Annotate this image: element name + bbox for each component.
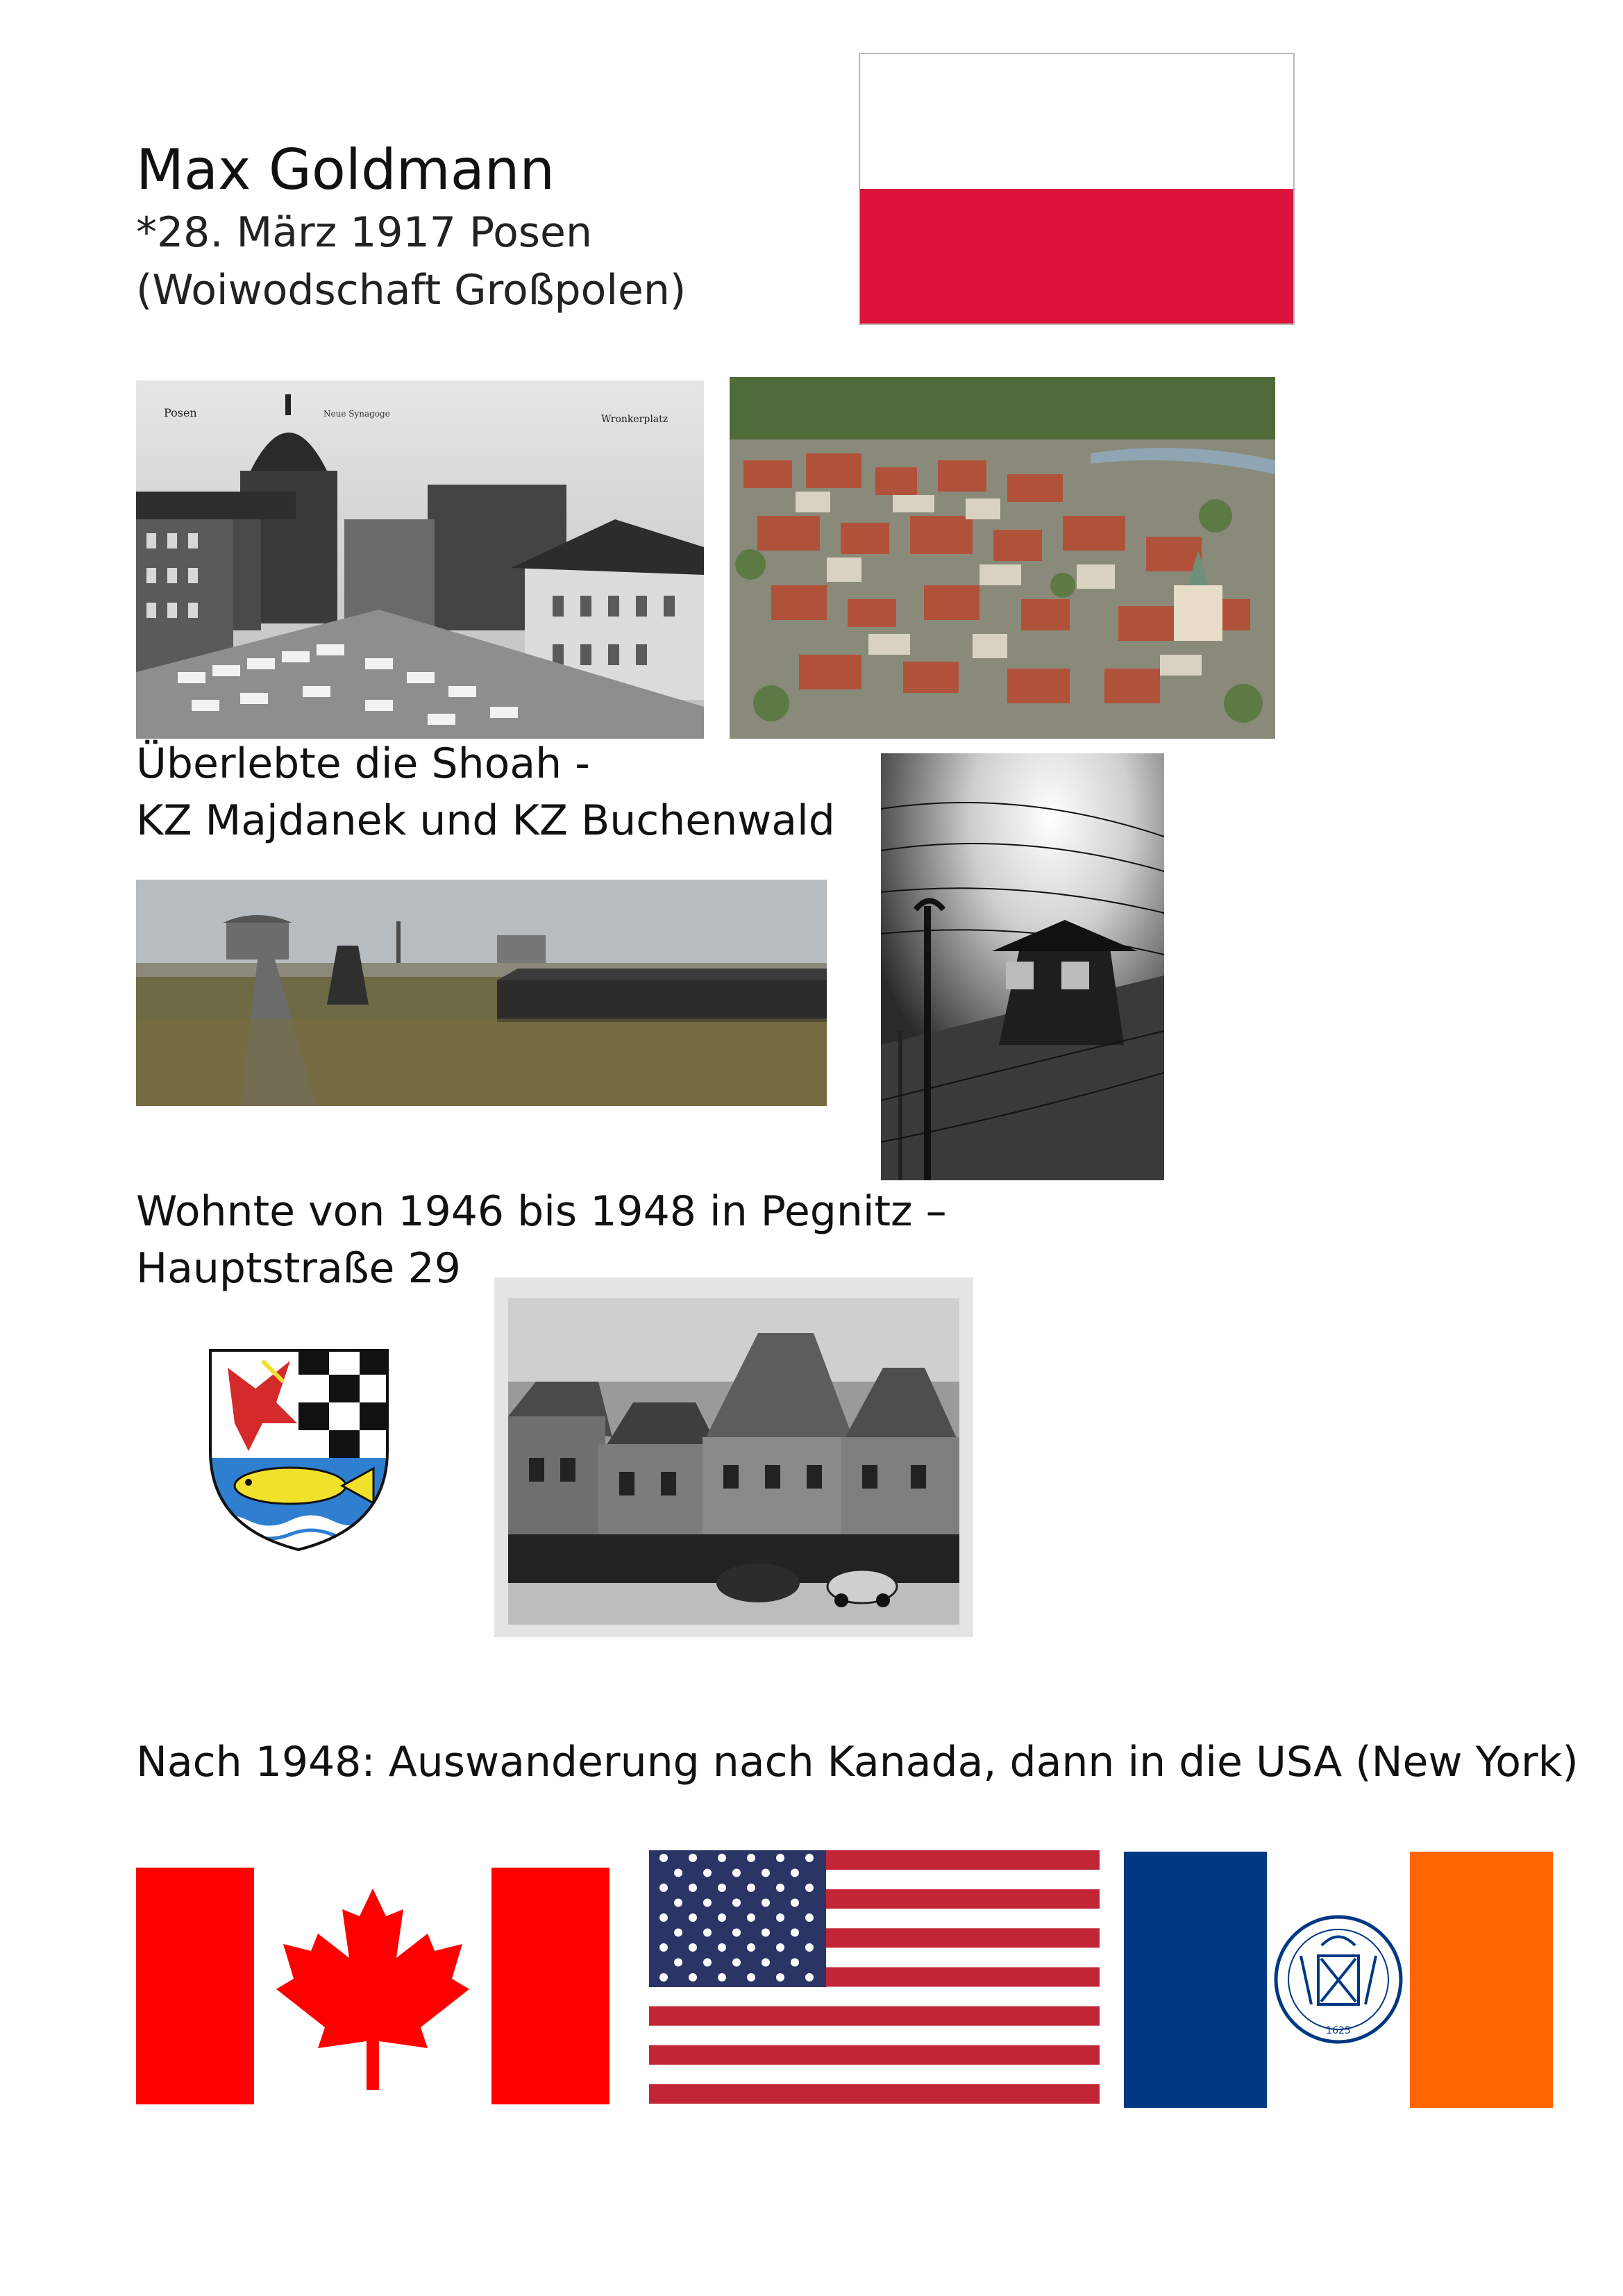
- pegnitz-line-1: Wohnte von 1946 bis 1948 in Pegnitz –: [136, 1187, 947, 1236]
- canada-flag: [136, 1868, 609, 2104]
- hauptstrasse-photo: [494, 1277, 973, 1637]
- postcard-label-center: Neue Synagoge: [323, 409, 390, 419]
- postcard-label-right: Wronkerplatz: [601, 414, 668, 425]
- shoah-line-1: Überlebte die Shoah -: [136, 739, 590, 788]
- majdanek-photo: [136, 880, 827, 1106]
- poland-flag: [859, 53, 1295, 325]
- buchenwald-photo: [881, 753, 1164, 1180]
- birth-line: *28. März 1917 Posen: [136, 208, 592, 257]
- nyc-seal-year: 1625: [1326, 2025, 1351, 2036]
- pegnitz-coat-of-arms: [207, 1347, 391, 1553]
- nyc-flag: [1124, 1852, 1553, 2108]
- region-line: (Woiwodschaft Großpolen): [136, 266, 687, 315]
- emigration-line: Nach 1948: Auswanderung nach Kanada, dann in die USA (New York): [136, 1738, 1579, 1786]
- pegnitz-line-2: Hauptstraße 29: [136, 1244, 461, 1293]
- posen-aerial-photo: [730, 377, 1275, 739]
- person-name: Max Goldmann: [136, 137, 555, 202]
- posen-postcard-photo: [136, 380, 704, 739]
- shoah-line-2: KZ Majdanek und KZ Buchenwald: [136, 796, 835, 845]
- usa-flag: [649, 1850, 1100, 2104]
- postcard-label-left: Posen: [164, 406, 197, 419]
